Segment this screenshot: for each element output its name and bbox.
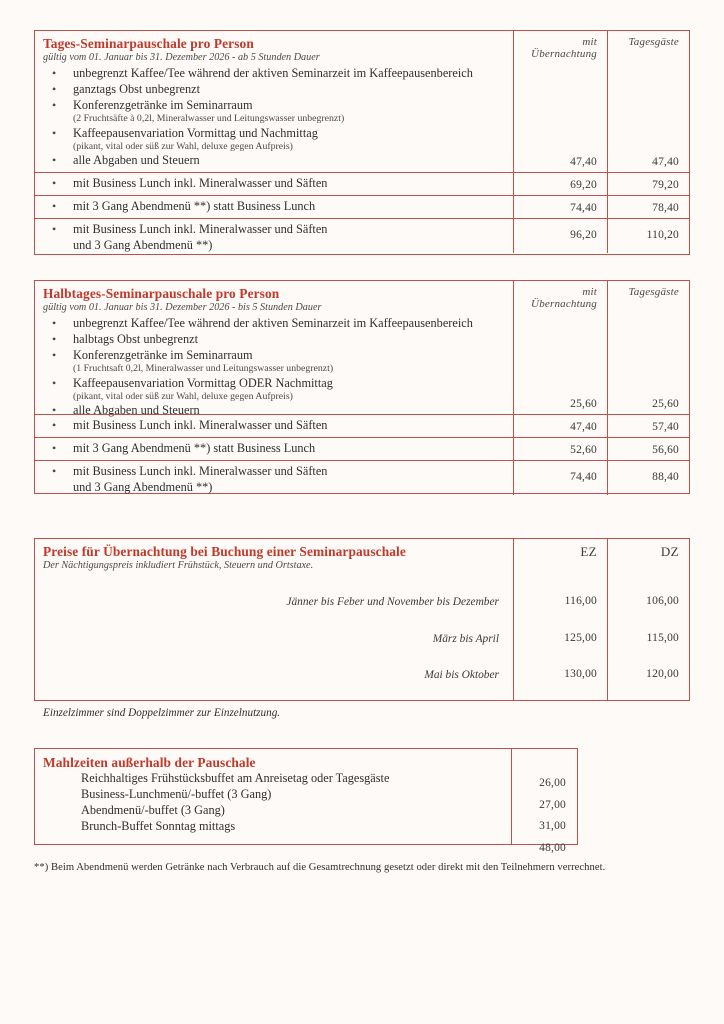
bullet-icon: • xyxy=(52,441,57,455)
option-text: und 3 Gang Abendmenü **) xyxy=(73,479,213,494)
list-item xyxy=(43,376,507,404)
list-item-detail: (1 Fruchtsaft 0,2l, Mineralwasser und Leitungswasser unbegrenzt) xyxy=(73,363,334,375)
list-item: Brunch-Buffet Sonntag mittags xyxy=(81,819,236,834)
option-text: mit 3 Gang Abendmenü **) statt Business Lunch xyxy=(73,199,316,213)
list-item: Reichhaltiges Frühstücksbuffet am Anreisetag oder Tagesgäste xyxy=(81,771,390,786)
list-item: Business-Lunchmenü/-buffet (3 Gang) xyxy=(81,787,272,802)
price-cell-mit-uebernachtung xyxy=(513,219,607,253)
price-value: 69,20 xyxy=(570,178,597,191)
list-item-label: Konferenzgetränke im Seminarraum xyxy=(73,348,253,363)
bullet-icon: • xyxy=(52,332,57,347)
table-title: Preise für Übernachtung bei Buchung einer Seminarpauschale xyxy=(43,544,406,559)
list-item-label: halbtags Obst unbegrenzt xyxy=(73,332,198,347)
table-title: Mahlzeiten außerhalb der Pauschale xyxy=(43,755,256,770)
option-text: mit 3 Gang Abendmenü **) statt Business Lunch xyxy=(73,441,316,455)
inclusions-cell xyxy=(35,31,513,172)
bullet-icon: • xyxy=(52,348,57,363)
option-cell xyxy=(35,461,513,495)
list-item-label: ganztags Obst unbegrenzt xyxy=(73,82,201,97)
list-item-label: Konferenzgetränke im Seminarraum xyxy=(73,98,253,113)
option-label xyxy=(43,464,507,480)
price-value: 57,40 xyxy=(652,420,679,433)
price-cell-mit-uebernachtung xyxy=(513,415,607,437)
bullet-icon: • xyxy=(52,82,57,97)
meals-cell xyxy=(35,749,511,844)
option-text: mit Business Lunch inkl. Mineralwasser und Säften xyxy=(73,464,328,478)
price-cell-tagesgaeste xyxy=(607,173,689,195)
price-value: 88,40 xyxy=(652,470,679,483)
option-cell xyxy=(35,196,513,218)
price-cell-tagesgaeste xyxy=(607,461,689,495)
option-text: und 3 Gang Abendmenü **) xyxy=(73,237,213,252)
option-label xyxy=(43,176,507,192)
list-item xyxy=(43,126,507,154)
option-cell xyxy=(35,173,513,195)
price-value: 31,00 xyxy=(539,820,566,832)
bullet-icon: • xyxy=(52,125,57,140)
option-label xyxy=(43,222,507,238)
price-value: 116,00 xyxy=(564,595,597,607)
table-note: Einzelzimmer sind Doppelzimmer zur Einzelnutzung. xyxy=(43,707,281,720)
price-cell-mit-uebernachtung xyxy=(513,196,607,218)
price-value: 47,40 xyxy=(570,420,597,433)
price-value: 106,00 xyxy=(646,595,679,607)
table-uebernachtungspreise xyxy=(34,538,690,720)
table-row xyxy=(35,460,689,495)
bullet-icon: • xyxy=(52,222,57,236)
list-item xyxy=(43,316,507,332)
season-label: Jänner bis Feber und November bis Dezember xyxy=(286,596,499,609)
price-value: 25,60 xyxy=(570,397,597,410)
price-value: 96,20 xyxy=(570,228,597,241)
price-value: 56,60 xyxy=(652,443,679,456)
table-tages-seminarpauschale xyxy=(34,30,690,255)
list-item-label: alle Abgaben und Steuern xyxy=(73,153,200,168)
option-text: mit Business Lunch inkl. Mineralwasser und Säften xyxy=(73,222,328,236)
price-cell-mit-uebernachtung xyxy=(513,281,607,414)
price-column-ez xyxy=(513,539,607,700)
column-header: Tagesgäste xyxy=(628,286,679,298)
table-row xyxy=(35,31,689,172)
seasons-cell xyxy=(35,539,513,720)
bullet-icon: • xyxy=(52,66,57,81)
bullet-icon: • xyxy=(52,403,57,418)
price-value: 52,60 xyxy=(570,443,597,456)
inclusions-list xyxy=(43,316,507,419)
list-item-label: unbegrenzt Kaffee/Tee während der aktiven Seminarzeit im Kaffeepausenbereich xyxy=(73,316,473,331)
table-row xyxy=(35,281,689,418)
list-item-detail: (pikant, vital oder süß zur Wahl, deluxe gegen Aufpreis) xyxy=(73,390,293,402)
list-item xyxy=(43,348,507,376)
price-value: 48,00 xyxy=(539,841,566,854)
price-value: 78,40 xyxy=(652,201,679,214)
column-header: DZ xyxy=(660,544,679,559)
price-cell-mit-uebernachtung xyxy=(513,31,607,172)
price-cell-tagesgaeste xyxy=(607,281,689,414)
column-header: mit Übernachtung xyxy=(531,286,597,310)
price-value: 130,00 xyxy=(564,668,597,680)
table-subtitle: Der Nächtigungspreis inkludiert Frühstück, Steuern und Ortstaxe. xyxy=(43,560,314,572)
season-label: Mai bis Oktober xyxy=(424,668,499,681)
price-cell-mit-uebernachtung xyxy=(513,461,607,495)
price-value: 120,00 xyxy=(646,668,679,680)
list-item-label: unbegrenzt Kaffee/Tee während der aktiven Seminarzeit im Kaffeepausenbereich xyxy=(73,66,473,81)
price-cell-mit-uebernachtung xyxy=(513,173,607,195)
inclusions-cell xyxy=(35,281,513,418)
price-cell-tagesgaeste xyxy=(607,415,689,437)
table-title: Halbtages-Seminarpauschale pro Person xyxy=(43,286,280,301)
table-row xyxy=(35,437,689,460)
table-row xyxy=(35,195,689,218)
list-item xyxy=(43,82,507,98)
price-value: 26,00 xyxy=(539,777,566,789)
price-value: 74,40 xyxy=(570,470,597,483)
price-value: 47,40 xyxy=(652,155,679,168)
table-row xyxy=(35,218,689,253)
price-cell-mit-uebernachtung xyxy=(513,438,607,460)
table-row xyxy=(35,749,577,854)
bullet-icon: • xyxy=(52,464,57,478)
column-header: EZ xyxy=(580,544,597,559)
price-cell-tagesgaeste xyxy=(607,31,689,172)
price-value: 47,40 xyxy=(570,155,597,168)
table-row xyxy=(35,539,689,720)
table-mahlzeiten xyxy=(34,748,578,854)
table-subtitle: gültig vom 01. Januar bis 31. Dezember 2026 - ab 5 Stunden Dauer xyxy=(43,52,320,64)
price-cell-tagesgaeste xyxy=(607,438,689,460)
price-value: 25,60 xyxy=(652,397,679,410)
table-title: Tages-Seminarpauschale pro Person xyxy=(43,36,254,51)
inclusions-list xyxy=(43,66,507,169)
price-value: 74,40 xyxy=(570,201,597,214)
list-item-label: Kaffeepausenvariation Vormittag ODER Nachmittag xyxy=(73,375,333,390)
price-cell-tagesgaeste xyxy=(607,196,689,218)
footnote: **) Beim Abendmenü werden Getränke nach Verbrauch auf die Gesamtrechnung gesetzt oder direkt mit den Teilnehmern verrechnet. xyxy=(34,862,606,873)
table-row xyxy=(35,172,689,195)
option-text: mit Business Lunch inkl. Mineralwasser und Säften xyxy=(73,418,328,432)
option-label xyxy=(43,441,507,457)
price-column-meals xyxy=(511,749,576,854)
price-value: 110,20 xyxy=(646,228,679,241)
option-label-continued xyxy=(43,238,507,254)
table-row xyxy=(35,414,689,437)
bullet-icon: • xyxy=(52,176,57,190)
price-column-dz xyxy=(607,539,689,700)
bullet-icon: • xyxy=(52,98,57,113)
price-value: 79,20 xyxy=(652,178,679,191)
column-header: mit Übernachtung xyxy=(531,36,597,60)
price-value: 115,00 xyxy=(646,631,679,644)
option-label xyxy=(43,199,507,215)
bullet-icon: • xyxy=(52,153,57,168)
option-cell xyxy=(35,438,513,460)
price-value: 125,00 xyxy=(564,631,597,644)
list-item: Abendmenü/-buffet (3 Gang) xyxy=(81,803,225,818)
table-subtitle: gültig vom 01. Januar bis 31. Dezember 2026 - bis 5 Stunden Dauer xyxy=(43,302,322,314)
option-label xyxy=(43,418,507,434)
list-item xyxy=(43,98,507,126)
price-value: 27,00 xyxy=(539,798,566,811)
list-item xyxy=(43,332,507,348)
bullet-icon: • xyxy=(52,418,57,432)
list-item xyxy=(43,153,507,169)
option-text: mit Business Lunch inkl. Mineralwasser und Säften xyxy=(73,176,328,190)
season-label: März bis April xyxy=(432,632,499,645)
option-cell xyxy=(35,219,513,253)
bullet-icon: • xyxy=(52,199,57,213)
list-item-detail: (pikant, vital oder süß zur Wahl, deluxe gegen Aufpreis) xyxy=(73,140,293,152)
option-label-continued xyxy=(43,480,507,496)
bullet-icon: • xyxy=(52,316,57,331)
list-item xyxy=(43,66,507,82)
list-item-label: alle Abgaben und Steuern xyxy=(73,403,200,418)
list-item-detail: (2 Fruchtsäfte à 0,2l, Mineralwasser und Leitungswasser unbegrenzt) xyxy=(73,113,345,125)
option-cell xyxy=(35,415,513,437)
table-halbtages-seminarpauschale xyxy=(34,280,690,494)
price-cell-tagesgaeste xyxy=(607,219,689,253)
column-header: Tagesgäste xyxy=(628,36,679,48)
list-item-label: Kaffeepausenvariation Vormittag und Nachmittag xyxy=(73,125,318,140)
bullet-icon: • xyxy=(52,375,57,390)
